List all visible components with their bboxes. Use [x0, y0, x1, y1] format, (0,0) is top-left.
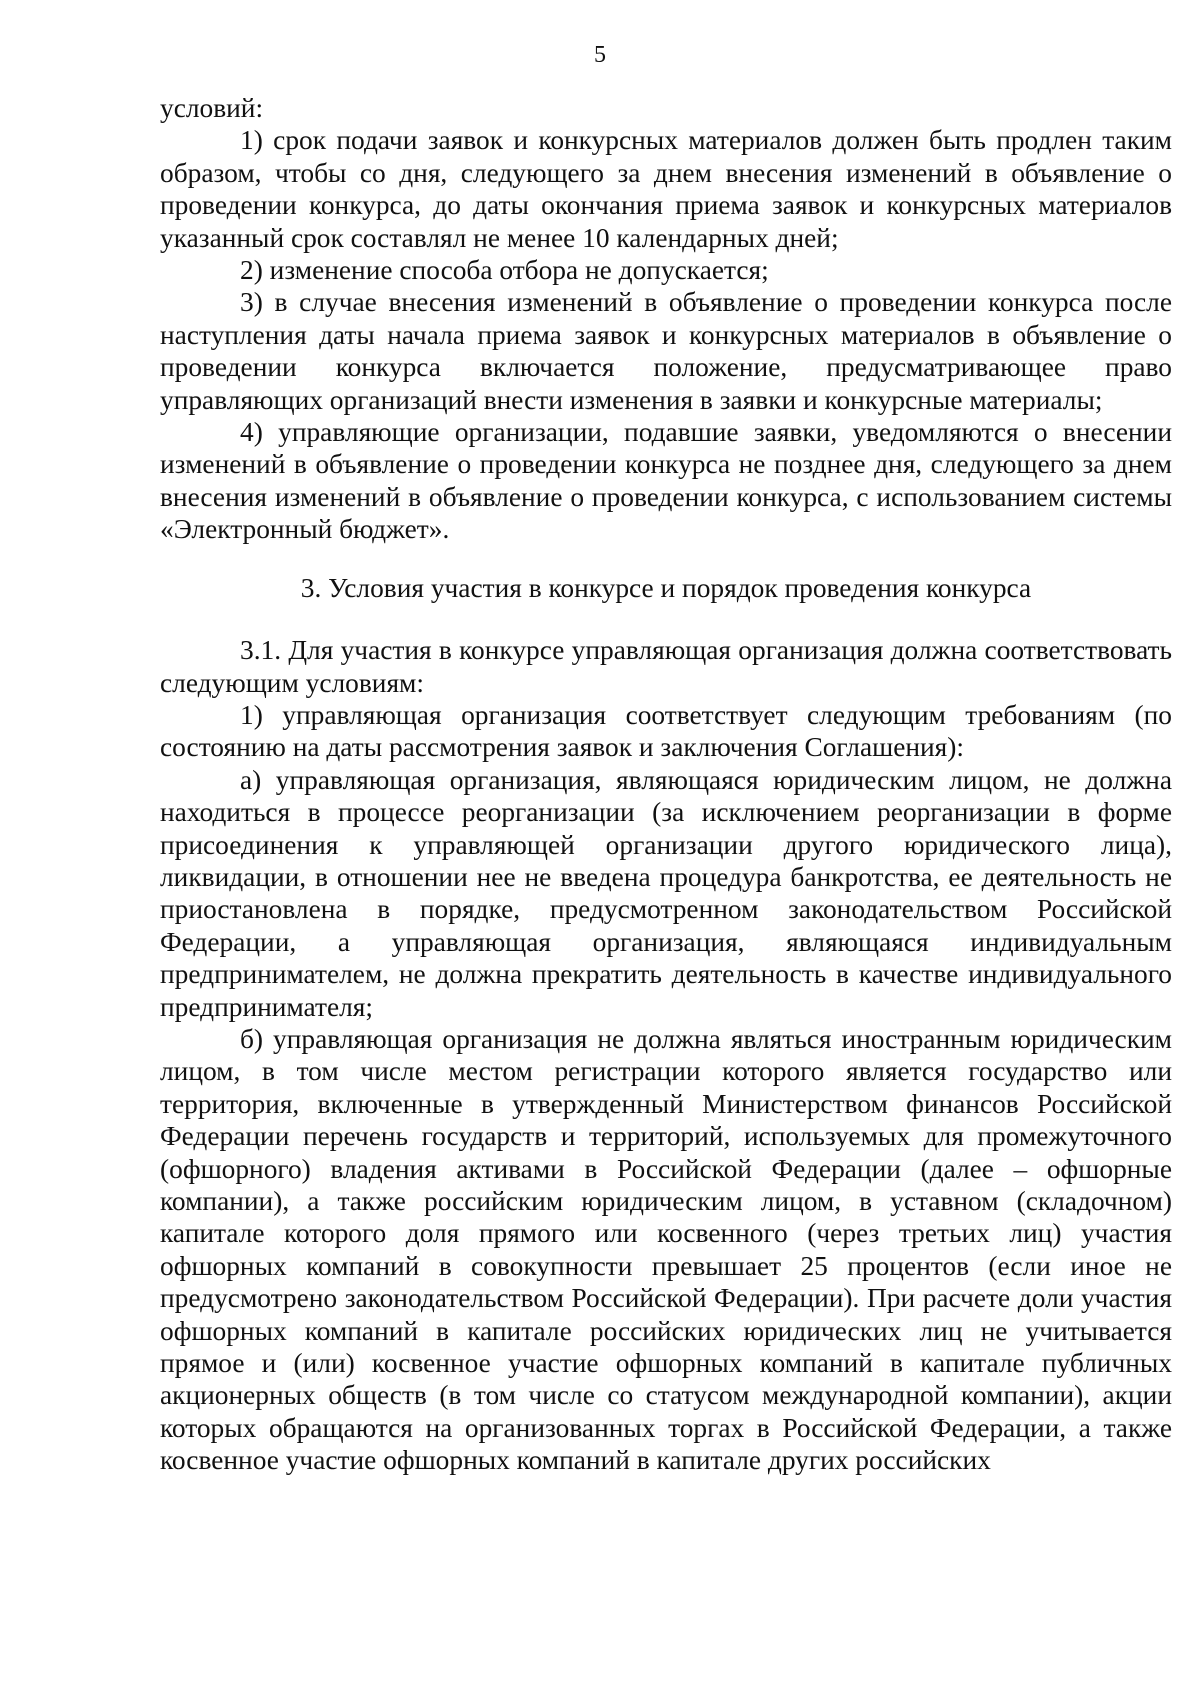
list-item-4: 4) управляющие организации, подавшие заявки, уведомляются о внесении изменений в объявление о проведении конкурса не позднее дня, следующего за днем внесения изменений в объявление о проведении конкурса, с использованием системы «Электронный бюджет». [160, 417, 1172, 545]
continuation-paragraph: условий: [160, 93, 264, 123]
list-item-1: 1) срок подачи заявок и конкурсных материалов должен быть продлен таким образом, чтобы со дня, следующего за днем внесения изменений в объявление о проведении конкурса, до даты окончания приема заявок и конкурсных материалов указанный срок составлял не менее 10 календарных дней; [160, 125, 1172, 253]
clause-3-1-item-1: 1) управляющая организация соответствует следующим требованиям (по состоянию на даты рассмотрения заявок и заключения Соглашения): [160, 699, 1172, 763]
list-item-3: 3) в случае внесения изменений в объявление о проведении конкурса после наступления даты начала приема заявок и конкурсных материалов в объявление о проведении конкурса включается положение, предусматривающее право управляющих организаций внести изменения в заявки и конкурсные материалы; [160, 287, 1172, 415]
clause-3-1-item-1-a: а) управляющая организация, являющаяся юридическим лицом, не должна находиться в процессе реорганизации (за исключением реорганизации в форме присоединения к управляющей организации другого юридического лица), ликвидации, в отношении нее не введена процедура банкротства, ее деятельность не приостановлена в порядке, предусмотренном законодательством Российской Федерации, а управляющая организация, являющаяся индивидуальным предпринимателем, не должна прекратить деятельность в качестве индивидуального предпринимателя; [160, 764, 1172, 1022]
list-item-2: 2) изменение способа отбора не допускается; [240, 255, 769, 286]
section-heading: 3. Условия участия в конкурсе и порядок проведения конкурса [300, 572, 1032, 603]
clause-3-1-item-1-b: б) управляющая организация не должна являться иностранным юридическим лицом, в том числе местом регистрации которого является государство или территория, включенные в утвержденный Министерством финансов Российской Федерации перечень государств и территорий, используемых для промежуточного (офшорного) владения активами в Российской Федерации (далее – офшорные компании), а также российским юридическим лицом, в уставном (складочном) капитале которого доля прямого или косвенного (через третьих лиц) участия офшорных компаний в совокупности превышает 25 процентов (если иное не предусмотрено законодательством Российской Федерации). При расчете доли участия офшорных компаний в капитале российских юридических лиц не учитывается прямое и (или) косвенное участие офшорных компаний в капитале публичных акционерных обществ (в том числе со статусом международной компании), акции которых обращаются на организованных торгах в Российской Федерации, а также косвенное участие офшорных компаний в капитале других российских [160, 1023, 1172, 1476]
document-body [160, 92, 1172, 1477]
page-number: 5 [594, 42, 606, 68]
clause-3-1: 3.1. Для участия в конкурсе управляющая организация должна соответствовать следующим условиям: [160, 635, 1172, 698]
